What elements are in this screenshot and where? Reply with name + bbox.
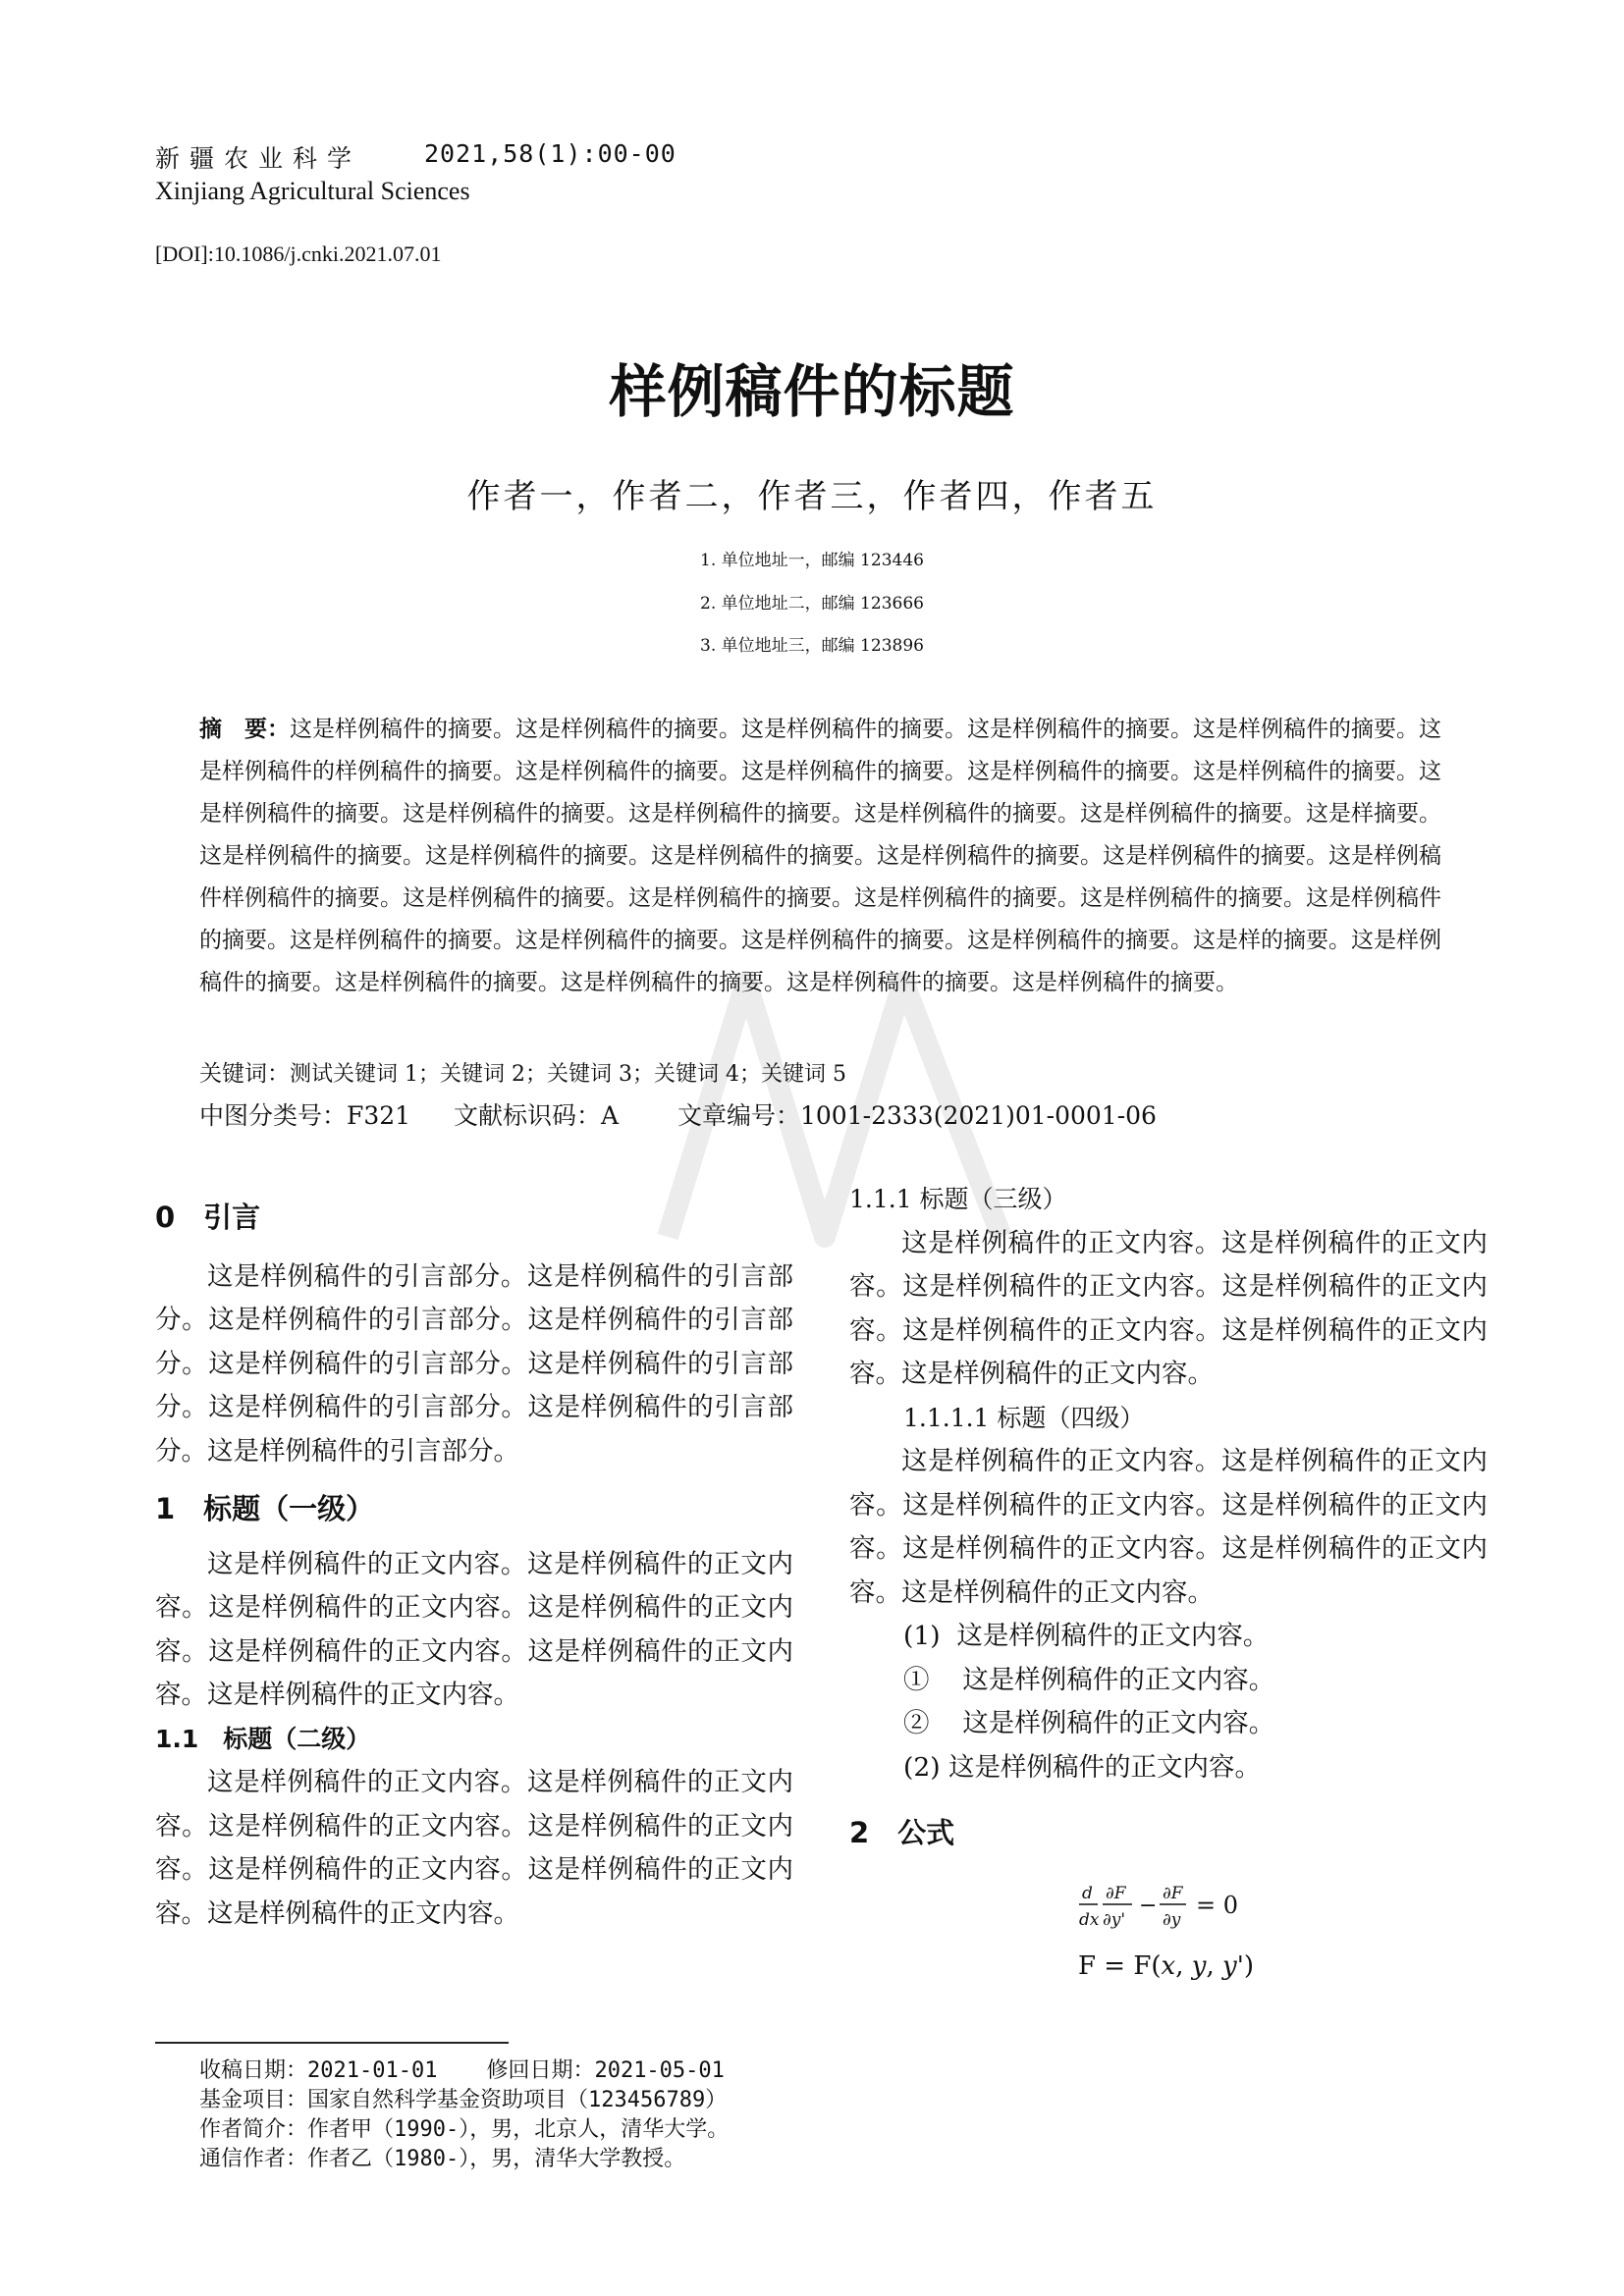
article-no-value: 1001-2333(2021)01-0001-06	[800, 1101, 1157, 1130]
keywords-label: 关键词：	[199, 1061, 290, 1087]
footnote-author-bio: 作者简介：作者甲（1990-），男，北京人，清华大学。	[199, 2117, 730, 2142]
doc-code-label: 文献标识码：	[454, 1101, 602, 1130]
euler-lagrange-equation	[1078, 1880, 1255, 1943]
list-item: (1) 这是样例稿件的正文内容。	[903, 1621, 1270, 1651]
left-column	[155, 1196, 793, 1936]
footnote-fund: 基金项目：国家自然科学基金资助项目（123456789）	[199, 2088, 728, 2112]
keywords	[199, 1055, 846, 1088]
abstract	[199, 709, 1442, 1004]
clc-label: 中图分类号：	[199, 1101, 348, 1130]
author-list: 作者一，作者二，作者三，作者四，作者五	[466, 477, 1158, 516]
footnote-corresponding: 通信作者：作者乙（1980-），男，清华大学教授。	[199, 2147, 686, 2171]
section-1-1-1-text: 这是样例稿件的正文内容。这是样例稿件的正文内容。这是样例稿件的正文内容。这是样例稿件的正文内容。这是样例稿件的正文内容。这是样例稿件的正文内容。这是样例稿件的正文内容。	[849, 1227, 1488, 1389]
svg-text:∂y': ∂y'	[1103, 1910, 1126, 1930]
revised-date: 修回日期：2021-05-01	[486, 2058, 725, 2083]
svg-text:∂y: ∂y	[1163, 1910, 1181, 1930]
affiliation-2: 2. 单位地址二，邮编 123666	[700, 594, 924, 614]
section-1-1-1-heading: 1.1.1 标题（三级）	[849, 1185, 1067, 1213]
list-item: (2) 这是样例稿件的正文内容。	[903, 1751, 1261, 1783]
svg-text:∂F: ∂F	[1163, 1884, 1183, 1903]
classification-line	[199, 1096, 1157, 1132]
section-1-1-1-1-text: 这是样例稿件的正文内容。这是样例稿件的正文内容。这是样例稿件的正文内容。这是样例稿件的正文内容。这是样例稿件的正文内容。这是样例稿件的正文内容。这是样例稿件的正文内容。	[849, 1446, 1488, 1608]
right-column	[849, 1178, 1488, 1855]
list-item: ① 这是样例稿件的正文内容。	[903, 1664, 1275, 1695]
svg-text:∂F: ∂F	[1106, 1884, 1126, 1903]
function-definition: F = F(x, y, y')	[1078, 1951, 1254, 1981]
section-2-heading: 2 公式	[849, 1816, 955, 1849]
intro-heading: 0 引言	[155, 1201, 261, 1234]
section-1-1-1-1-heading: 1.1.1.1 标题（四级）	[903, 1403, 1145, 1432]
journal-name-cn: 新疆农业科学	[155, 144, 362, 173]
paper-title: 样例稿件的标题	[609, 358, 1015, 425]
svg-text:−: −	[1139, 1894, 1158, 1918]
section-1-1-text: 这是样例稿件的正文内容。这是样例稿件的正文内容。这是样例稿件的正文内容。这是样例稿件的正文内容。这是样例稿件的正文内容。这是样例稿件的正文内容。这是样例稿件的正文内容。	[155, 1767, 793, 1929]
svg-text:dx: dx	[1079, 1910, 1100, 1930]
footnote-dates	[199, 2054, 725, 2084]
keywords-text: 测试关键词 1；关键词 2；关键词 3；关键词 4；关键词 5	[290, 1062, 846, 1087]
svg-text:d: d	[1082, 1884, 1093, 1903]
affiliation-1: 1. 单位地址一，邮编 123446	[700, 551, 924, 570]
section-1-1-heading: 1.1 标题（二级）	[155, 1724, 371, 1753]
svg-text:= 0: = 0	[1196, 1892, 1239, 1919]
clc-value: F321	[347, 1101, 411, 1130]
section-1-text: 这是样例稿件的正文内容。这是样例稿件的正文内容。这是样例稿件的正文内容。这是样例稿件的正文内容。这是样例稿件的正文内容。这是样例稿件的正文内容。这是样例稿件的正文内容。	[155, 1548, 793, 1710]
affiliation-3: 3. 单位地址三，邮编 123896	[700, 636, 924, 656]
abstract-label: 摘 要：	[199, 717, 290, 742]
journal-name-en: Xinjiang Agricultural Sciences	[155, 177, 470, 205]
journal-volume: 2021,58(1):00-00	[424, 139, 677, 168]
doi: [DOI]:10.1086/j.cnki.2021.07.01	[155, 241, 442, 266]
section-1-heading: 1 标题（一级）	[155, 1492, 375, 1525]
intro-text: 这是样例稿件的引言部分。这是样例稿件的引言部分。这是样例稿件的引言部分。这是样例稿件的引言部分。这是样例稿件的引言部分。这是样例稿件的引言部分。这是样例稿件的引言部分。这是样例稿件的引言部分。这是样例稿件的引言部分。	[155, 1260, 793, 1467]
article-no-label: 文章编号：	[677, 1101, 800, 1130]
list-item: ② 这是样例稿件的正文内容。	[903, 1708, 1275, 1738]
footnote-divider	[155, 2042, 509, 2044]
abstract-text: 这是样例稿件的摘要。这是样例稿件的摘要。这是样例稿件的摘要。这是样例稿件的摘要。这是样例稿件的摘要。这是样例稿件的样例稿件的摘要。这是样例稿件的摘要。这是样例稿件的摘要。这是样例稿件的摘要。这是样例稿件的摘要。这是样例稿件的摘要。这是样例稿件的摘要。这是样例稿件的摘要。这是样例稿件的摘要。这是样例稿件的摘要。这是样摘要。这是样例稿件的摘要。这是样例稿件的摘要。这是样例稿件的摘要。这是样例稿件的摘要。这是样例稿件的摘要。这是样例稿件样例稿件的摘要。这是样例稿件的摘要。这是样例稿件的摘要。这是样例稿件的摘要。这是样例稿件的摘要。这是样例稿件的摘要。这是样例稿件的摘要。这是样例稿件的摘要。这是样例稿件的摘要。这是样例稿件的摘要。这是样的摘要。这是样例稿件的摘要。这是样例稿件的摘要。这是样例稿件的摘要。这是样例稿件的摘要。这是样例稿件的摘要。	[199, 717, 1441, 995]
doc-code-value: A	[601, 1101, 620, 1130]
received-date: 收稿日期：2021-01-01	[199, 2058, 438, 2083]
